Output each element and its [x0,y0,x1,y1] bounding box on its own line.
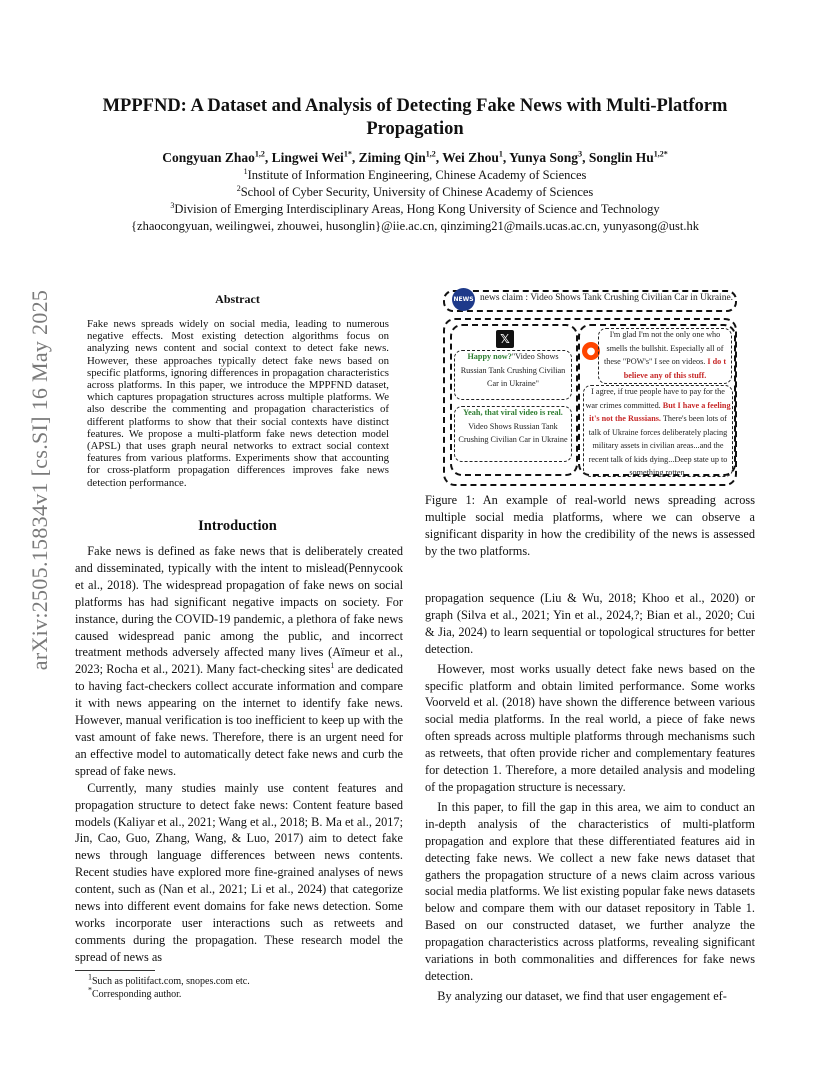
author: Wei Zhou$^1$ [442,149,503,165]
reddit-post-1: I'm glad I'm not the only one who smells the bullshit. Especially all of these "POW's" I see on videos. I do t believe any of this stuff. [603,330,727,380]
abstract-body: Fake news spreads widely on social media, leading to numerous negative effects. Most existing detection algorithms focus on analyzing news content and social context to detect fake news. However, these approaches typically detect fake news based on specific platforms, ignoring differences in propagation characteristics across platforms. In this paper, we introduce the MPPFND dataset, which captures propagation structures across multiple platforms. We also describe the commenting and propagation characteristics of different platforms to show that their social contexts have distinct features. We propose a multi-platform fake news detection model (APSL) that uses graph neural networks to extract social context features from various platforms. Experiments show that accounting for cross-platform propagation differences improves fake news detection performance. [87,318,389,489]
affiliation: $^1$Institute of Information Engineering, Chinese Academy of Sciences [243,166,587,182]
footnotes [88,972,250,1001]
figure-caption: Figure 1: An example of real-world news spreading across multiple social media platforms, where we can observe a significant disparity in how the credibility of the news is assessed by the two platforms. [425,493,755,558]
author: Congyuan Zhao$^{1,2}$ [162,149,265,165]
title-line-2: Propagation [366,119,464,139]
left-column-text [75,543,403,966]
author: Songlin $Hu^{1,2*}$ [588,149,668,165]
x-post-1: Happy now?"Video Shows Russian Tank Crushing Civilian Car in Ukraine" [460,352,566,388]
news-badge-icon: NEWS [452,288,475,311]
right-column-text [425,590,755,1005]
x-logo-icon: 𝕏 [496,330,514,348]
author: Lingwei Wei$^{1*}$ [271,149,352,165]
news-claim-text: news claim : Video Shows Tank Crushing Civilian Car in Ukraine. [480,293,734,303]
paper-title [80,95,750,141]
affiliation: $^3$Division of Emerging Interdisciplinary Areas, Hong Kong University of Science and Technology [170,200,660,216]
paragraph: Currently, many studies mainly use content features and propagation structure to detect fake news: Content feature based models (Kaliyar et al., 2021; Wang et al., 2018; B. Ma et al., 2017; Jin, Cao, Guo, Zhang, Wang, & Luo, 2017) aim to detect fake news through language differences between news contents. Recent studies have explored more fine-grained analyses of news content, such as (Nan et al., 2021; Li et al., 2024) that categorize news into different event domains for fake news detection. Some works incorporate user interactions such as retweets and comments during the propagation. These research model the spread of news as [75,780,403,964]
x-post-2: Yeah, that viral video is real. Video Shows Russian Tank Crushing Civilian Car in Ukraine [458,408,568,444]
author-list: Congyuan Zhao$^{1,2}$, Lingwei Wei$^{1*}$, Ziming Qin$^{1,2}$, Wei Zhou$^1$, Yunya Song$^3$, Songlin $Hu^{1,2*}$ [162,149,668,165]
author: Yunya Song$^3$ [509,149,583,165]
paragraph: propagation sequence (Liu & Wu, 2018; Khoo et al., 2020) or graph (Silva et al., 2021; Yin et al., 2024,?; Bian et al., 2020; Cui & Jia, 2024) to learn sequential or topological structures for better detection. [425,591,755,656]
arxiv-identifier: arXiv:2505.15834v1 [cs.SI] 16 May 2025 [27,289,52,671]
abstract-heading: Abstract [215,292,260,306]
title-line-1: MPPFND: A Dataset and Analysis of Detecting Fake News with Multi-Platform [102,96,728,116]
author-emails: {zhaocongyuan, weilingwei, zhouwei, husonglin}@iie.ac.cn, qinziming21@mails.ucas.ac.cn, yunyasong@ust.hk [131,219,699,233]
affiliation: $^2$School of Cyber Security, University of Chinese Academy of Sciences [236,183,594,199]
footnote: *Corresponding author. [88,985,182,1000]
reddit-post-2: I agree, if true people have to pay for the war crimes committed. But I have a feeling it's not the Russians. There's been lots of talk of Ukraine forces deliberately placing military assets in civilian areas...and the recent talk of kids dying...Deep state up to something rotten. [585,387,731,477]
arxiv-sidebar [20,289,60,671]
figure-1 [440,288,740,486]
paragraph: However, most works usually detect fake news based on the specific platform and obtain limited performance. Some works Voorveld et al. (2018) have shown the difference between various social media platforms. In the real world, a piece of fake news often spreads across multiple platforms through mechanisms such as retweets, that often provide richer and complementary features for detection 1. Therefore, a more detailed analysis and modeling of the propagation structure is necessary. [425,661,755,794]
reddit-logo-icon: ● [582,342,600,360]
introduction-heading: Introduction [198,518,277,534]
paragraph: Fake news is defined as fake news that is deliberately created and disseminated, typically with the intent to mislead(Pennycook et al., 2018). The widespread propagation of fake news on social platforms has had significant negative impacts on society. For instance, during the COVID-19 pandemic, a plethora of fake news caused widespread panic among the public, and incorrect treatment methods adversely affected many lives (Aïmeur et al., 2023; Rocha et al., 2021). Many fact-checking sites$^1$ are dedicated to having fact-checkers collect accurate information and compare it with news appearing on the internet to identify fake news. However, manual verification is too inefficient to keep up with the vast amount of fake news. Therefore, there is an urgent need for an effective model to automatically detect fake news and curb the spread of fake news. [75,544,403,778]
footnote: $^1$Such as politifact.com, snopes.com etc. [88,972,250,987]
paragraph: By analyzing our dataset, we find that user engagement ef- [437,988,727,1003]
paragraph: In this paper, to fill the gap in this area, we aim to conduct an in-depth analysis of the characteristics of multi-platform propagation and explore that these differentiated features aid in detecting fake news. We collect a new fake news dataset that gathers the propagation structure of a news claim across various social media platforms. We list existing popular fake news datasets below and compare them with our dataset repository in Table 1. Based on our constructed dataset, we further analyze the propagation characteristics across platforms, revealing significant variations in both commonalities and differences for fake news detection. [425,799,755,983]
author: Ziming Qin$^{1,2}$ [358,149,436,165]
footnote-divider [75,970,155,971]
